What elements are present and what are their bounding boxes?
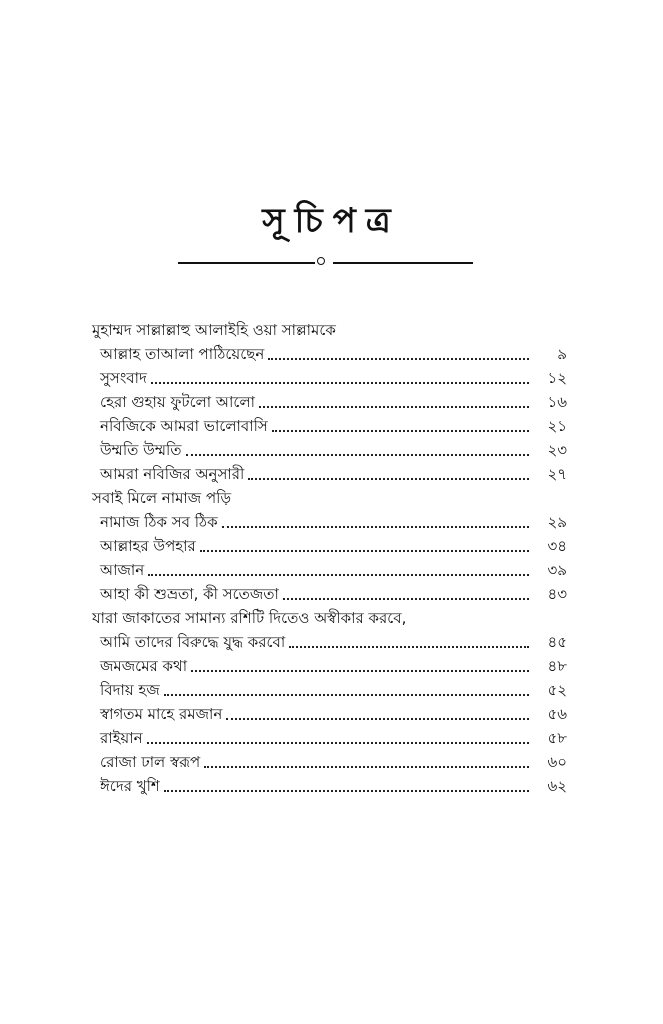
toc-page-number: ৬২ [547,777,567,795]
toc-entry-title: রাইয়ান [100,729,143,747]
toc-page-number: ৫৮ [547,729,567,747]
toc-dot-leader [268,357,529,360]
toc-entry-title: ঈদের খুশি [100,777,160,795]
toc-entry-title: নামাজ ঠিক সব ঠিক [100,513,218,531]
toc-entry-title: মুহাম্মদ সাল্লাল্লাহু আলাইহি ওয়া সাল্লামকে [92,321,336,339]
toc-dot-leader [259,405,529,408]
toc-row [92,604,573,628]
toc-entry-title: আমি তাদের বিরুদ্ধে যুদ্ধ করবো [100,633,286,651]
toc-row [92,676,573,700]
toc-page-number: ৬০ [547,753,567,771]
toc-page-number: ১২ [547,369,567,387]
toc-row [92,748,573,772]
toc-page-number: ২৭ [547,465,567,483]
toc-entry-title: আমরা নবিজির অনুসারী [100,465,245,483]
toc-dot-leader [226,717,529,720]
toc-entry-title: সুসংবাদ [100,369,147,387]
toc-entry-title: আল্লাহর উপহার [100,537,196,555]
toc-page-number: ৫৬ [547,705,567,723]
title-divider-left [178,262,315,264]
table-of-contents [92,316,573,796]
toc-page-number: ৫২ [547,681,567,699]
toc-row [92,436,573,460]
toc-entry-title: নবিজিকে আমরা ভালোবাসি [100,417,268,435]
toc-entry-title: স্বাগতম মাহে রমজান [100,705,223,723]
toc-entry-title: যারা জাকাতের সামান্য রশিটি দিতেও অস্বীকার করবে, [92,609,407,627]
toc-entry-title: জমজমের কথা [100,657,188,675]
toc-row [92,580,573,604]
toc-page-number: ৯ [557,345,567,363]
toc-dot-leader [200,549,529,552]
toc-row [92,460,573,484]
toc-page-number: ৪৮ [547,657,567,675]
toc-row [92,772,573,796]
toc-entry-title: রোজা ঢাল স্বরূপ [100,753,201,771]
toc-row [92,388,573,412]
toc-dot-leader [191,669,529,672]
toc-entry-title: আহা কী শুভ্রতা, কী সতেজতা [100,585,279,603]
toc-page-number: ২৯ [547,513,567,531]
toc-dot-leader [186,453,529,456]
toc-dot-leader [148,573,529,576]
toc-dot-leader [164,693,529,696]
title-divider-right [333,262,473,264]
toc-row [92,700,573,724]
toc-dot-leader [283,597,529,600]
toc-row [92,724,573,748]
toc-row [92,316,573,340]
toc-page-number: ১৬ [547,393,567,411]
toc-entry-title: হেরা গুহায় ফুটলো আলো [100,393,255,411]
toc-row [92,556,573,580]
toc-entry-title: আজান [100,561,145,579]
toc-row [92,484,573,508]
toc-dot-leader [151,381,529,384]
toc-entry-title: আল্লাহ তাআলা পাঠিয়েছেন [100,345,265,363]
toc-row [92,508,573,532]
page-title: সূচিপত্র [262,201,401,241]
toc-dot-leader [248,477,529,480]
toc-dot-leader [222,525,529,528]
toc-dot-leader [147,741,529,744]
toc-entry-title: সবাই মিলে নামাজ পড়ি [92,489,232,507]
title-divider-ornament [317,257,325,265]
toc-dot-leader [289,645,529,648]
toc-row [92,340,573,364]
toc-dot-leader [204,765,529,768]
toc-dot-leader [272,429,529,432]
toc-page-number: ২১ [547,417,567,435]
toc-row [92,652,573,676]
toc-row [92,628,573,652]
toc-page-number: ৪৫ [547,633,567,651]
toc-page-number: ৪৩ [547,585,567,603]
toc-entry-title: বিদায় হজ [100,681,160,699]
toc-page-number: ৩৯ [547,561,567,579]
toc-dot-leader [164,789,529,792]
toc-row [92,364,573,388]
toc-row [92,412,573,436]
toc-page-number: ২৩ [547,441,567,459]
toc-row [92,532,573,556]
toc-page-number: ৩৪ [547,537,567,555]
toc-entry-title: উম্মতি উম্মতি [100,441,182,459]
